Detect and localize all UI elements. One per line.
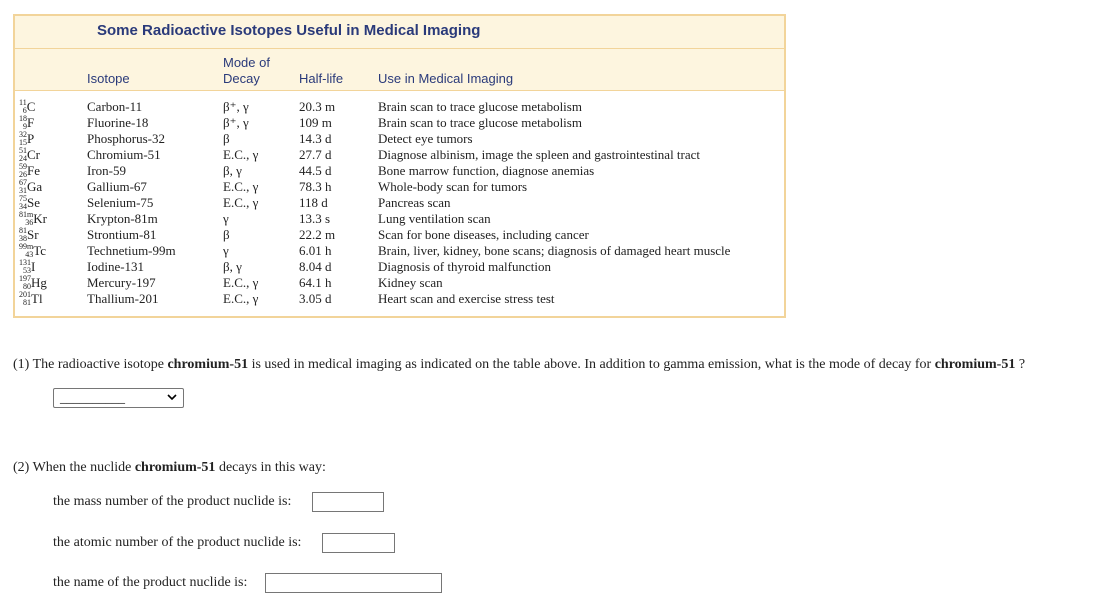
- table-row: [15, 163, 784, 179]
- q2-suffix: decays in this way:: [215, 460, 326, 475]
- imaging-use: Brain scan to trace glucose metabolism: [378, 115, 582, 130]
- isotope-name: Phosphorus-32: [87, 131, 166, 146]
- isotope-symbol: 75 34 Se: [19, 194, 40, 211]
- table-row: [15, 291, 784, 307]
- product-name-input[interactable]: [265, 573, 442, 593]
- half-life: 14.3 d: [299, 131, 332, 146]
- table-title-band: [15, 16, 784, 48]
- header-isotope: Isotope: [87, 71, 130, 86]
- table-row: [15, 179, 784, 195]
- half-life: 6.01 h: [299, 243, 332, 258]
- table-row: [15, 147, 784, 163]
- half-life: 27.7 d: [299, 147, 332, 162]
- isotope-name: Krypton-81m: [87, 211, 158, 226]
- half-life: 109 m: [299, 115, 332, 130]
- decay-mode-select[interactable]: [53, 388, 184, 408]
- decay-mode: γ: [223, 211, 229, 226]
- decay-mode: β, γ: [223, 163, 242, 178]
- decay-mode: E.C., γ: [223, 179, 259, 194]
- header-mode-of-decay: [223, 55, 270, 87]
- isotope-name: Technetium-99m: [87, 243, 176, 258]
- imaging-use: Brain scan to trace glucose metabolism: [378, 99, 582, 114]
- table-row: [15, 195, 784, 211]
- decay-mode-select-value: __________: [60, 390, 125, 405]
- q1-nuclide-1: chromium-51: [167, 357, 249, 372]
- header-mode-line1: Mode of: [223, 55, 270, 70]
- imaging-use: Lung ventilation scan: [378, 211, 491, 226]
- table-header: [15, 48, 784, 91]
- half-life: 64.1 h: [299, 275, 332, 290]
- isotope-symbol: 32 15 P: [19, 130, 35, 147]
- table-title: Some Radioactive Isotopes Useful in Medical Imaging: [97, 22, 481, 39]
- isotope-name: Iodine-131: [87, 259, 145, 274]
- product-name-label: the name of the product nuclide is:: [53, 575, 248, 590]
- decay-mode: E.C., γ: [223, 147, 259, 162]
- isotope-symbol: 81m 36 Kr: [19, 210, 47, 227]
- imaging-use: Scan for bone diseases, including cancer: [378, 227, 589, 242]
- table-row: [15, 99, 784, 115]
- q2-prefix: (2) When the nuclide: [13, 460, 135, 475]
- imaging-use: Whole-body scan for tumors: [378, 179, 528, 194]
- header-use: Use in Medical Imaging: [378, 71, 514, 86]
- q1-suffix: ?: [1015, 357, 1026, 372]
- decay-mode: β⁺, γ: [223, 115, 249, 130]
- imaging-use: Pancreas scan: [378, 195, 451, 210]
- isotope-symbol: 51 24 Cr: [19, 146, 40, 163]
- imaging-use: Brain, liver, kidney, bone scans; diagnosis of damaged heart muscle: [378, 243, 731, 258]
- decay-mode: β⁺, γ: [223, 99, 249, 114]
- isotope-symbol: 201 81 Tl: [19, 290, 43, 307]
- decay-mode: E.C., γ: [223, 195, 259, 210]
- isotope-symbol: 18 9 F: [19, 114, 35, 131]
- imaging-use: Bone marrow function, diagnose anemias: [378, 163, 595, 178]
- isotope-symbol: 59 26 Fe: [19, 162, 40, 179]
- table-row: [15, 259, 784, 275]
- imaging-use: Kidney scan: [378, 275, 443, 290]
- isotope-name: Thallium-201: [87, 291, 159, 306]
- half-life: 78.3 h: [299, 179, 332, 194]
- question-1: [13, 356, 1025, 374]
- imaging-use: Diagnosis of thyroid malfunction: [378, 259, 551, 274]
- header-mode-line2: Decay: [223, 71, 260, 86]
- decay-mode: E.C., γ: [223, 275, 259, 290]
- decay-mode: β: [223, 227, 230, 242]
- q1-nuclide-2: chromium-51: [934, 357, 1016, 372]
- isotope-symbol: 11 6 C: [19, 98, 36, 115]
- q2-nuclide: chromium-51: [134, 460, 216, 475]
- mass-number-label: the mass number of the product nuclide is:: [53, 494, 292, 509]
- imaging-use: Heart scan and exercise stress test: [378, 291, 555, 306]
- table-row: [15, 211, 784, 227]
- table-row: [15, 131, 784, 147]
- question-2: [13, 459, 326, 477]
- q1-prefix: (1) The radioactive isotope: [13, 357, 168, 372]
- isotope-symbol: 67 31 Ga: [19, 178, 43, 195]
- isotope-symbol: 99m 43 Tc: [19, 242, 47, 259]
- half-life: 8.04 d: [299, 259, 332, 274]
- mass-number-input[interactable]: [312, 492, 384, 512]
- half-life: 44.5 d: [299, 163, 332, 178]
- table-row: [15, 275, 784, 291]
- atomic-number-label: the atomic number of the product nuclide is:: [53, 535, 302, 550]
- table-row: [15, 227, 784, 243]
- isotope-name: Chromium-51: [87, 147, 161, 162]
- isotope-name: Mercury-197: [87, 275, 156, 290]
- decay-mode: E.C., γ: [223, 291, 259, 306]
- imaging-use: Detect eye tumors: [378, 131, 473, 146]
- decay-mode: β: [223, 131, 230, 146]
- half-life: 13.3 s: [299, 211, 331, 226]
- atomic-number-input[interactable]: [322, 533, 395, 553]
- chevron-down-icon: [167, 393, 177, 401]
- decay-mode: β, γ: [223, 259, 242, 274]
- table-row: [15, 115, 784, 131]
- isotope-name: Carbon-11: [87, 99, 143, 114]
- half-life: 118 d: [299, 195, 328, 210]
- isotope-name: Fluorine-18: [87, 115, 149, 130]
- half-life: 20.3 m: [299, 99, 336, 114]
- isotope-name: Iron-59: [87, 163, 126, 178]
- q1-middle: is used in medical imaging as indicated on the table above. In addition to gamma emission, what is the mode of decay for: [248, 357, 935, 372]
- isotope-table: [13, 14, 786, 318]
- isotope-symbol: 197 80 Hg: [19, 274, 47, 291]
- half-life: 22.2 m: [299, 227, 336, 242]
- table-row: [15, 243, 784, 259]
- isotope-name: Gallium-67: [87, 179, 147, 194]
- imaging-use: Diagnose albinism, image the spleen and gastrointestinal tract: [378, 147, 701, 162]
- isotope-name: Selenium-75: [87, 195, 154, 210]
- isotope-symbol: 81 38 Sr: [19, 226, 39, 243]
- half-life: 3.05 d: [299, 291, 332, 306]
- isotope-name: Strontium-81: [87, 227, 157, 242]
- decay-mode: γ: [223, 243, 229, 258]
- isotope-symbol: 131 53 I: [19, 258, 36, 275]
- header-half-life: Half-life: [299, 71, 344, 86]
